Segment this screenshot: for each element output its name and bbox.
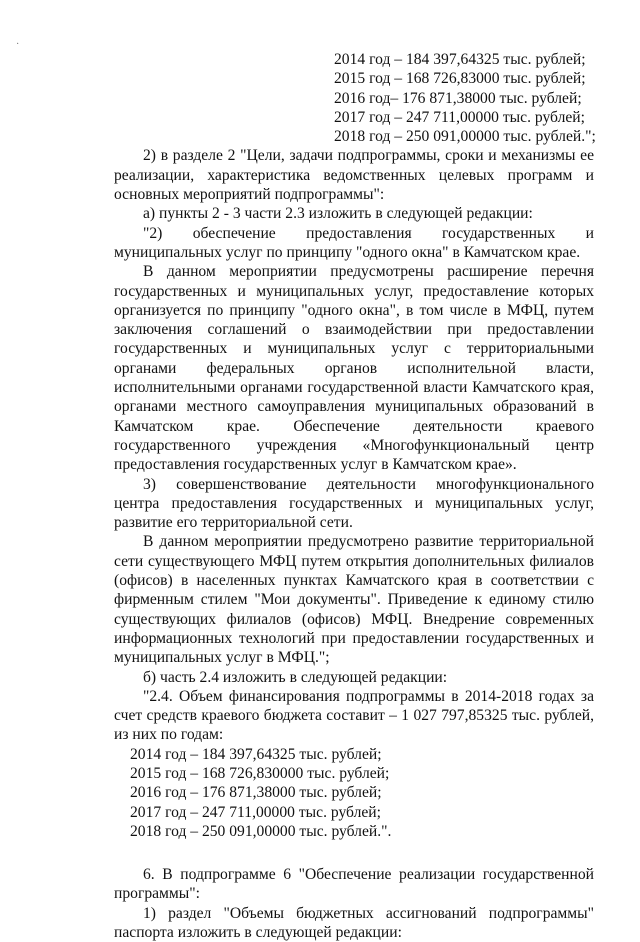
paragraph: 1) раздел "Объемы бюджетных ассигнований подпрограммы" паспорта изложить в следующей редакции: [114, 904, 594, 942]
top-year-list [114, 50, 594, 146]
paragraph: "2) обеспечение предоставления государственных и муниципальных услуг по принципу "одного окна" в Камчатском крае. [114, 224, 594, 261]
year-line: 2015 год – 168 726,830000 тыс. рублей; [130, 764, 390, 782]
year-line: 2014 год – 184 397,64325 тыс. рублей; [130, 745, 382, 763]
year-line: 2016 год – 176 871,38000 тыс. рублей; [130, 784, 382, 802]
year-line: 2014 год – 184 397,64325 тыс. рублей; [334, 51, 586, 68]
paragraph: "2.4. Объем финансирования подпрограммы в 2014-2018 годах за счет средств краевого бюджета составит – 1 027 797,85325 тыс. рублей, из них по годам: [114, 687, 594, 744]
paragraph: а) пункты 2 - 3 части 2.3 изложить в следующей редакции: [143, 205, 533, 223]
paragraph: 6. В подпрограмме 6 "Обеспечение реализации государственной программы": [114, 866, 594, 903]
year-line: 2017 год – 247 711,00000 тыс. рублей; [130, 803, 381, 821]
paragraph: б) часть 2.4 изложить в следующей редакции: [143, 668, 448, 686]
document-body [114, 50, 594, 942]
year-line: 2018 год – 250 091,00000 тыс. рублей.". [130, 822, 392, 840]
margin-mark: · [16, 39, 20, 50]
year-line: 2015 год – 168 726,83000 тыс. рублей; [334, 70, 586, 88]
year-line: 2017 год – 247 711,00000 тыс. рублей; [334, 108, 585, 126]
year-line: 2016 год– 176 871,38000 тыс. рублей; [334, 89, 582, 107]
year-line: 2018 год – 250 091,00000 тыс. рублей."; [334, 128, 596, 146]
paragraph: 3) совершенствование деятельности многофункционального центра предоставления государственных и муниципальных услуг, развитие его территориальной сети. [114, 475, 594, 532]
section-gap [114, 841, 594, 865]
paragraph: 2) в разделе 2 "Цели, задачи подпрограммы, сроки и механизмы ее реализации, характеристика ведомственных целевых программ и основных мероприятий подпрограммы": [114, 147, 594, 204]
mid-year-list [114, 745, 594, 841]
paragraph: В данном мероприятии предусмотрено развитие территориальной сети существующего МФЦ путем открытия дополнительных филиалов (офисов) в населенных пунктах Камчатского края в соответствии с фирменным стилем "Мои документы". Приведение к единому стилю существующих филиалов (офисов) МФЦ. Внедрение современных информационных технологий при предоставлении государственных и муниципальных услуг в МФЦ."; [114, 533, 594, 667]
paragraph: В данном мероприятии предусмотрены расширение перечня государственных и муниципальных услуг, предоставление которых организуется по принципу "одного окна", в том числе в МФЦ, путем заключения соглашений о взаимодействии при предоставлении государственных и муниципальных услуг с территориальными органами федеральных органов исполнительной власти, исполнительными органами государственной власти Камчатского края, органами местного самоуправления муниципальных образований в Камчатском крае. Обеспечение деятельности краевого государственного учреждения «Многофункциональный центр предоставления государственных услуг в Камчатском крае». [114, 263, 594, 474]
